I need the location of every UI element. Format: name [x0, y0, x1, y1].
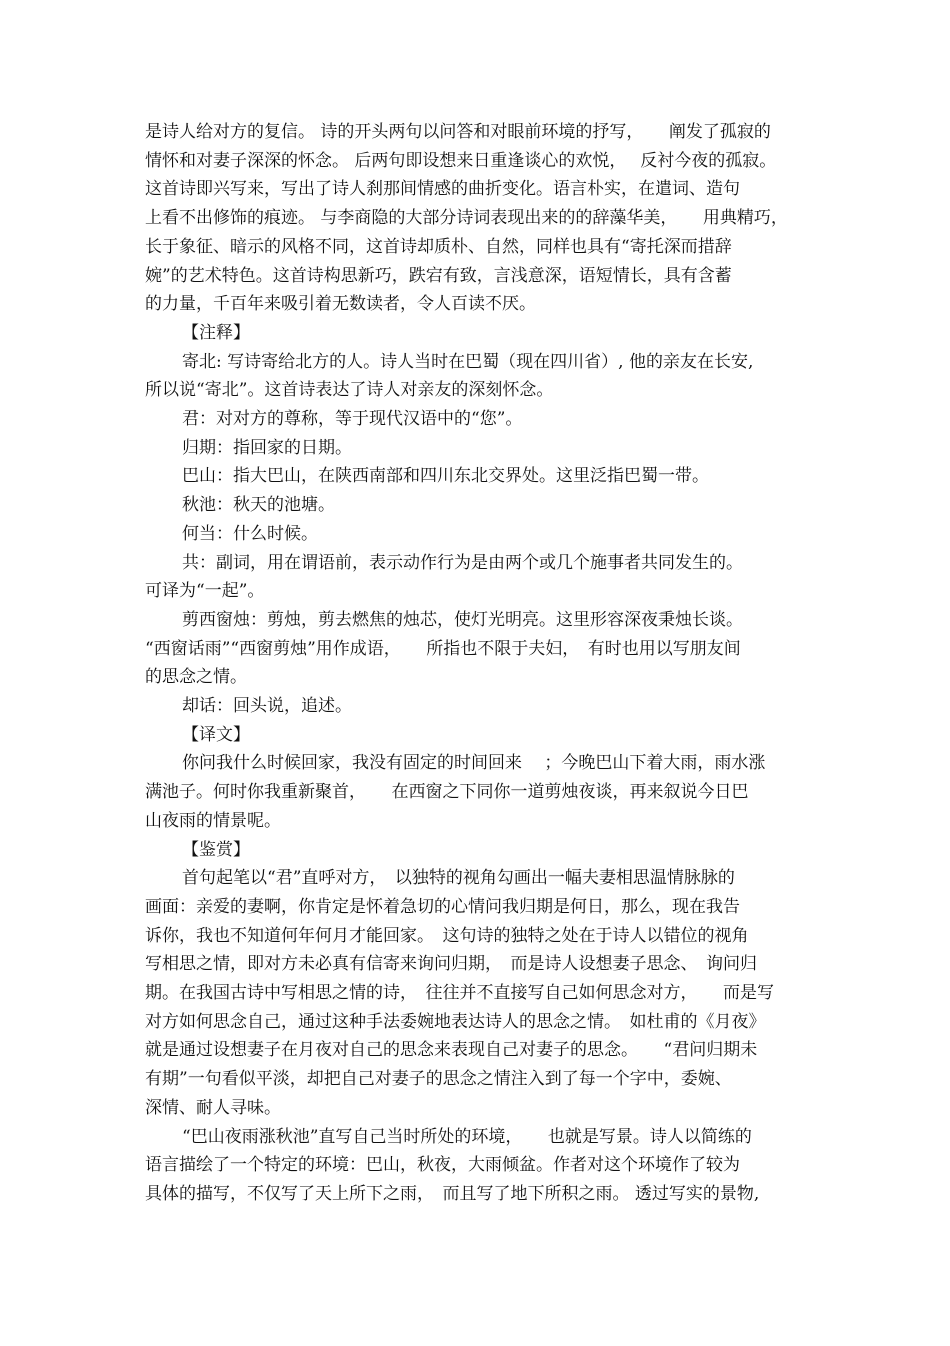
text-line: 你问我什么时候回家，我没有固定的时间回来 ；今晚巴山下着大雨，雨水涨: [182, 753, 766, 774]
text-line: 君：对对方的尊称，等于现代汉语中的“您”。: [182, 409, 523, 429]
text-line: 的力量，千百年来吸引着无数读者，令人百读不厌。: [145, 294, 536, 315]
text-line: 情怀和对妻子深深的怀念。 后两句即设想来日重逢谈心的欢悦， 反衬今夜的孤寂。: [145, 150, 777, 171]
text-line: 却话：回头说，追述。: [182, 696, 352, 716]
text-line: 这首诗即兴写来，写出了诗人刹那间情感的曲折变化。语言朴实，在遣词、造句: [145, 179, 740, 200]
text-line: 长于象征、暗示的风格不同，这首诗却质朴、自然，同样也具有“寄托深而措辞: [145, 236, 732, 257]
text-line: 剪西窗烛：剪烛，剪去燃焦的烛芯，使灯光明亮。这里形容深夜秉烛长谈。: [182, 609, 743, 630]
text-line: 是诗人给对方的复信。 诗的开头两句以问答和对眼前环境的抒写， 阐发了孤寂的: [145, 122, 771, 142]
text-line: 写相思之情，即对方未必真有信寄来询问归期， 而是诗人设想妻子思念、 询问归: [145, 954, 757, 975]
text-line: 上看不出修饰的痕迹。 与李商隐的大部分诗词表现出来的的辞藻华美， 用典精巧，: [145, 208, 788, 229]
text-line: 对方如何思念自己，通过这种手法委婉地表达诗人的思念之情。 如杜甫的《月夜》: [145, 1011, 766, 1032]
text-line: 就是通过设想妻子在月夜对自己的思念来表现自己对妻子的思念。 “君问归期未: [145, 1040, 758, 1061]
text-line: 【译文】: [182, 724, 250, 745]
text-line: 归期：指回家的日期。: [182, 437, 352, 458]
text-line: 秋池：秋天的池塘。: [182, 495, 335, 516]
text-line: 期。在我国古诗中写相思之情的诗， 往往并不直接写自己如何思念对方， 而是写: [145, 983, 774, 1003]
text-line: “巴山夜雨涨秋池”直写自己当时所处的环境， 也就是写景。诗人以简练的: [182, 1126, 752, 1147]
text-line: 【注释】: [182, 322, 250, 343]
text-line: 首句起笔以“君”直呼对方， 以独特的视角勾画出一幅夫妻相思温情脉脉的: [182, 868, 735, 889]
text-line: 画面：亲爱的妻啊，你肯定是怀着急切的心情问我归期是何日，那么，现在我告: [145, 896, 740, 917]
text-line: 所以说“寄北”。这首诗表达了诗人对亲友的深刻怀念。: [145, 380, 554, 401]
text-line: 诉你，我也不知道何年何月才能回家。 这句诗的独特之处在于诗人以错位的视角: [145, 925, 749, 946]
text-line: 寄北: 写诗寄给北方的人。诗人当时在巴蜀（现在四川省）, 他的亲友在长安,: [182, 351, 754, 372]
text-line: 婉”的艺术特色。这首诗构思新巧，跌宕有致，言浅意深，语短情长，具有含蓄: [145, 265, 732, 286]
text-line: 可译为“一起”。: [145, 581, 265, 602]
text-line: 有期”一句看似平淡，却把自己对妻子的思念之情注入到了每一个字中，委婉、: [145, 1069, 732, 1090]
text-line: 巴山：指大巴山，在陕西南部和四川东北交界处。这里泛指巴蜀一带。: [182, 466, 709, 487]
text-line: 【鉴赏】: [182, 839, 250, 860]
text-line: 山夜雨的情景呢。: [145, 810, 281, 831]
text-line: 共：副词，用在谓语前，表示动作行为是由两个或几个施事者共同发生的。: [182, 552, 743, 573]
text-line: 深情、耐人寻味。: [145, 1097, 281, 1118]
text-line: 何当：什么时候。: [182, 523, 318, 544]
text-line: 满池子。何时你我重新聚首， 在西窗之下同你一道剪烛夜谈，再来叙说今日巴: [145, 782, 749, 803]
text-line: 的思念之情。: [145, 667, 247, 688]
text-line: “西窗话雨”“西窗剪烛”用作成语， 所指也不限于夫妇， 有时也用以写朋友间: [145, 638, 741, 659]
text-line: 具体的描写，不仅写了天上所下之雨， 而且写了地下所积之雨。 透过写实的景物,: [145, 1183, 760, 1204]
text-line: 语言描绘了一个特定的环境：巴山，秋夜，大雨倾盆。作者对这个环境作了较为: [145, 1155, 740, 1176]
